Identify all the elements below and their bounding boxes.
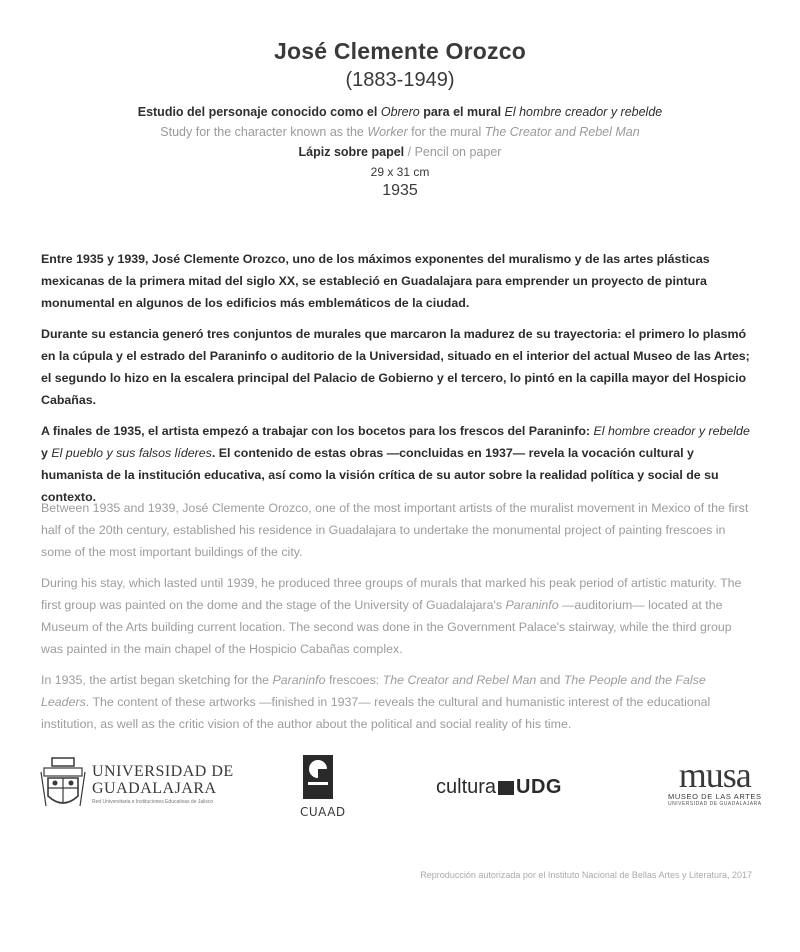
artist-name: José Clemente Orozco — [274, 38, 526, 64]
logo-row — [0, 750, 800, 830]
en-paragraph-2: During his stay, which lasted until 1939, he produced three groups of murals that marked his peak period of artistic maturity. The first group was painted on the dome and the stage of the University of Guadalajara's Paraninfo —auditorium— located at the Museum of the Arts building current location. The second was done in the Government Palace's stairway, while the third group was painted in the main chapel of the Hospicio Cabañas complex. — [41, 576, 742, 656]
cultura-udg: UDG — [516, 776, 562, 798]
artwork-size: 29 x 31 cm — [370, 165, 430, 179]
artwork-year: 1935 — [382, 182, 418, 199]
es-paragraph-3: A finales de 1935, el artista empezó a trabajar con los bocetos para los frescos del Paraninfo: El hombre creador y rebelde y El pueblo y sus falsos líderes. El contenido de estas obras —concluidas en 1937— revela la vocación cultural y humanista de la institución educativa, así como la visión crítica de su autor sobre la realidad política y social de su contexto. — [41, 424, 750, 504]
label-header — [0, 38, 800, 200]
english-description — [41, 497, 757, 744]
udg-name-line1: UNIVERSIDAD DE — [92, 763, 234, 780]
reproduction-credit: Reproducción autorizada por el Instituto Nacional de Bellas Artes y Literatura, 2017 — [420, 870, 752, 880]
artist-dates: (1883-1949) — [345, 69, 455, 91]
cuaad-mark-icon — [302, 754, 334, 800]
artwork-title-es: Estudio del personaje conocido como el Obrero para el mural El hombre creador y rebelde — [137, 105, 663, 119]
en-paragraph-3: In 1935, the artist began sketching for the Paraninfo frescoes: The Creator and Rebel Man and The People and the False Leaders. The content of these artworks —finished in 1937— reveals the cultural and humanistic interest of the educational institution, as well as the critic vision of the author about the political and social reality of his time. — [41, 673, 711, 731]
cultura-udg-logo — [436, 776, 562, 799]
es-paragraph-2: Durante su estancia generó tres conjuntos de murales que marcaron la madurez de su trayectoria: el primero lo plasmó en la cúpula y el estrado del Paraninfo o auditorio de la Universidad, situado en el interior del actual Museo de las Artes; el segundo lo hizo en la escalera principal del Palacio de Gobierno y el tercero, lo pintó en la capilla mayor del Hospicio Cabañas. — [41, 327, 750, 407]
udg-name-line2: GUADALAJARA — [92, 780, 217, 797]
udg-seal-icon — [40, 756, 86, 812]
musa-logo — [668, 755, 762, 807]
cultura-word: cultura — [436, 776, 497, 798]
udg-subtitle: Red Universitaria e Instituciones Educativas de Jalisco — [92, 799, 214, 805]
artwork-title-en: Study for the character known as the Worker for the mural The Creator and Rebel Man — [160, 125, 640, 139]
cuaad-label: CUAAD — [300, 805, 346, 819]
cuaad-logo — [300, 754, 346, 819]
spanish-description — [41, 248, 755, 517]
musa-subtitle-2: UNIVERSIDAD DE GUADALAJARA — [668, 801, 762, 807]
musa-wordmark: musa — [678, 755, 751, 795]
udg-logo — [40, 756, 234, 812]
es-paragraph-1: Entre 1935 y 1939, José Clemente Orozco, uno de los máximos exponentes del muralismo y de las artes plásticas mexicanas de la primera mitad del siglo XX, se estableció en Guadalajara para emprender un proyecto de pintura monumental en algunos de los edificios más emblemáticos de la ciudad. — [41, 252, 710, 310]
square-icon — [498, 781, 514, 795]
artwork-medium: Lápiz sobre papel / Pencil on paper — [298, 145, 502, 159]
musa-subtitle: MUSEO DE LAS ARTES — [668, 792, 762, 801]
en-paragraph-1: Between 1935 and 1939, José Clemente Orozco, one of the most important artists of the muralist movement in Mexico of the first half of the 20th century, established his residence in Guadalajara to undertake the monumental project of painting frescoes in some of the most important buildings of the city. — [41, 501, 749, 559]
